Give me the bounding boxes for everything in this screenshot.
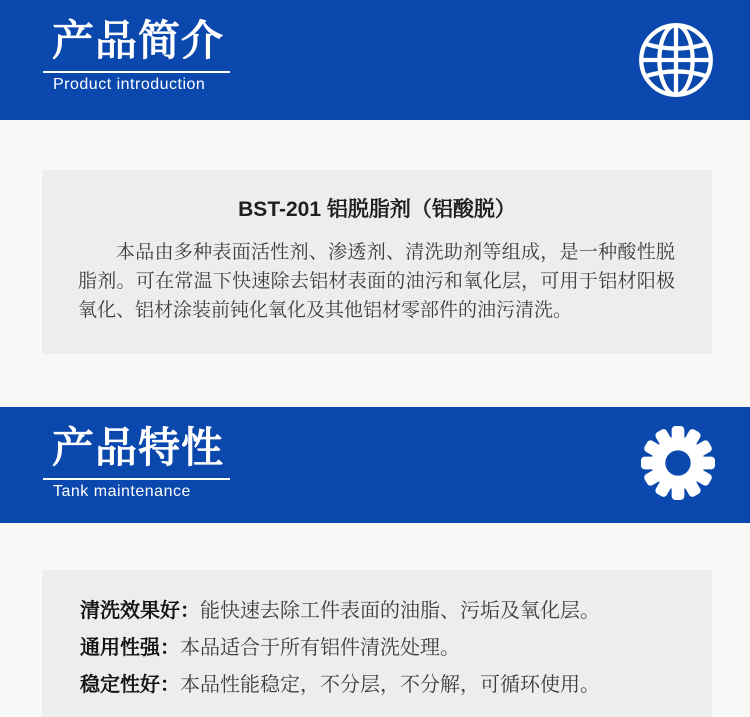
intro-banner-subtitle: Product introduction: [53, 76, 206, 93]
feature-text: 本品适合于所有铝件清洗处理。: [180, 637, 460, 659]
product-name-heading: BST-201 铝脱脂剂（铝酸脱）: [238, 198, 516, 221]
intro-banner-title: 产品简介: [52, 17, 225, 64]
intro-banner-underline: [43, 71, 230, 73]
gear-icon: [639, 424, 717, 507]
feature-row-cleaning: [42, 593, 712, 630]
feature-row-versatility: [42, 630, 712, 667]
features-section: [0, 523, 750, 717]
features-panel: [42, 570, 712, 717]
intro-panel: [42, 170, 712, 354]
features-banner-underline: [43, 478, 230, 480]
features-banner: [0, 407, 750, 523]
feature-text: 能快速去除工件表面的油脂、污垢及氧化层。: [200, 600, 600, 622]
intro-banner: [0, 0, 750, 120]
feature-label: 通用性强：: [80, 637, 180, 659]
feature-label: 清洗效果好：: [80, 600, 200, 622]
feature-text: 本品性能稳定，不分层，不分解，可循环使用。: [180, 674, 600, 696]
features-banner-title: 产品特性: [52, 424, 225, 471]
globe-icon: [636, 20, 716, 105]
features-banner-subtitle: Tank maintenance: [53, 483, 191, 500]
feature-label: 稳定性好：: [80, 674, 180, 696]
feature-row-stability: [42, 667, 712, 704]
intro-section: [0, 120, 750, 407]
product-description: 本品由多种表面活性剂、渗透剂、清洗助剂等组成，是一种酸性脱脂剂。可在常温下快速除去铝材表面的油污和氧化层，可用于铝材阳极氧化、铝材涂装前钝化氧化及其他铝材零部件的油污清洗。: [78, 242, 675, 321]
